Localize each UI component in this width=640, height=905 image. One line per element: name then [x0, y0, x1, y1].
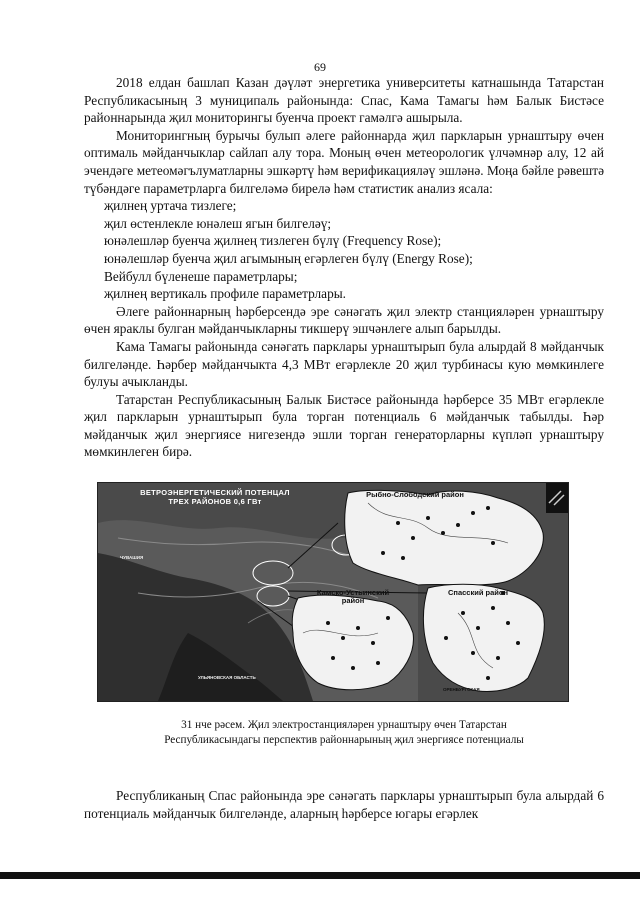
- paragraph-monitoring: Мониторингның бурычы булып әлеге районнарда җил паркларын урнаштыру өчен оптималь мәйданчыклар сайлап алу тора. Моның өчен метеорологик үлчәмнәр алу, 12 ай эчендәге метеомәгълуматларны эшкәртү һәм верификацияләү эшләнә. Моңа бәйле рәвештә түбәндәге параметрларга билгеләмә бирелә һәм статистик анализ ясала:: [84, 127, 604, 196]
- page-number: 69: [314, 60, 326, 74]
- wind-potential-map-figure: [97, 482, 569, 702]
- inset-label-kamsko: Камско-Устьинский район: [316, 588, 390, 605]
- inset-label-rybno: Рыбно-Слободский район: [366, 490, 464, 499]
- paragraph-research: Әлеге районнарның һәрберсендә эре сәнәгать җил электр станцияләрен урнаштыру өчен яраклы булган мәйданчыкларны тикшерү эшчәнлеге алып барылды.: [84, 303, 604, 337]
- list-item: җилнең уртача тизлеге;: [104, 198, 237, 214]
- figure-title: ВЕТРОЭНЕРГЕТИЧЕСКИЙ ПОТЕНЦАЛ ТРЕХ РАЙОНОВ 0,6 ГВт: [140, 488, 290, 506]
- list-item: Вейбулл бүленеше параметрлары;: [104, 268, 298, 284]
- main-text: [84, 74, 604, 461]
- paragraph-kama: Кама Тамагы районында сәнәгать парклары урнаштырып була алырдай 8 мәйданчык билгеләнде. Һәрбер мәйданчыкта 4,3 МВт егәрлекле 20 җил турбинасы кую мөмкинлеге булуы ачыкланды.: [84, 338, 604, 390]
- paragraph-spas: Республиканың Спас районында эре сәнәгать парклары урнаштырып була алырдай 6 потенциаль мәйданчык билгеләнде, аларның һәрберсе югары егәрлек: [84, 788, 604, 821]
- label-ulyanovsk: УЛЬЯНОВСКАЯ ОБЛАСТЬ: [198, 675, 256, 680]
- bottom-scan-rule: [0, 872, 640, 879]
- label-orenburg: ОРЕНБУРГСКАЯ: [443, 687, 480, 692]
- label-chuvashia: ЧУВАШИЯ: [120, 555, 144, 560]
- paragraph-balyk: Татарстан Республикасының Балык Бистәсе районында һәрберсе 35 МВт егәрлекле җил паркларын урнаштырып була торган потенциаль 6 мәйданчык табылды. Һәр мәйданчык җил энергиясе нигезендә эшли торган генераторларны күпләп урнаштыру мөмкинлеген бирә.: [84, 391, 604, 460]
- paragraph-intro: 2018 елдан башлап Казан дәүләт энергетика университеты катнашында Татарстан Республикасының 3 муниципаль районында: Спас, Кама Тамагы һәм Балык Бистәсе районнарында җил мониторингы буенча проект гамәлгә ашырыла.: [84, 75, 604, 126]
- list-item: җил өстенлекле юнәлеш ягын билгеләү;: [104, 215, 332, 231]
- bottom-text: [84, 787, 604, 822]
- list-item: юнәлешләр буенча җилнең тизлеген бүлү (Frequency Rose);: [104, 233, 442, 249]
- inset-label-spassky: Спасский район: [448, 588, 508, 597]
- list-item: юнәлешләр буенча җил агымының егәрлеген бүлү (Energy Rose);: [104, 250, 473, 266]
- figure-caption: 31 нче рәсем. Җил электростанцияләрен урнаштыру өчен Татарстан Республикасындагы перспектив районнарының җил энергиясе потенциалы: [164, 719, 524, 746]
- list-item: җилнең вертикаль профиле параметрлары.: [104, 286, 346, 302]
